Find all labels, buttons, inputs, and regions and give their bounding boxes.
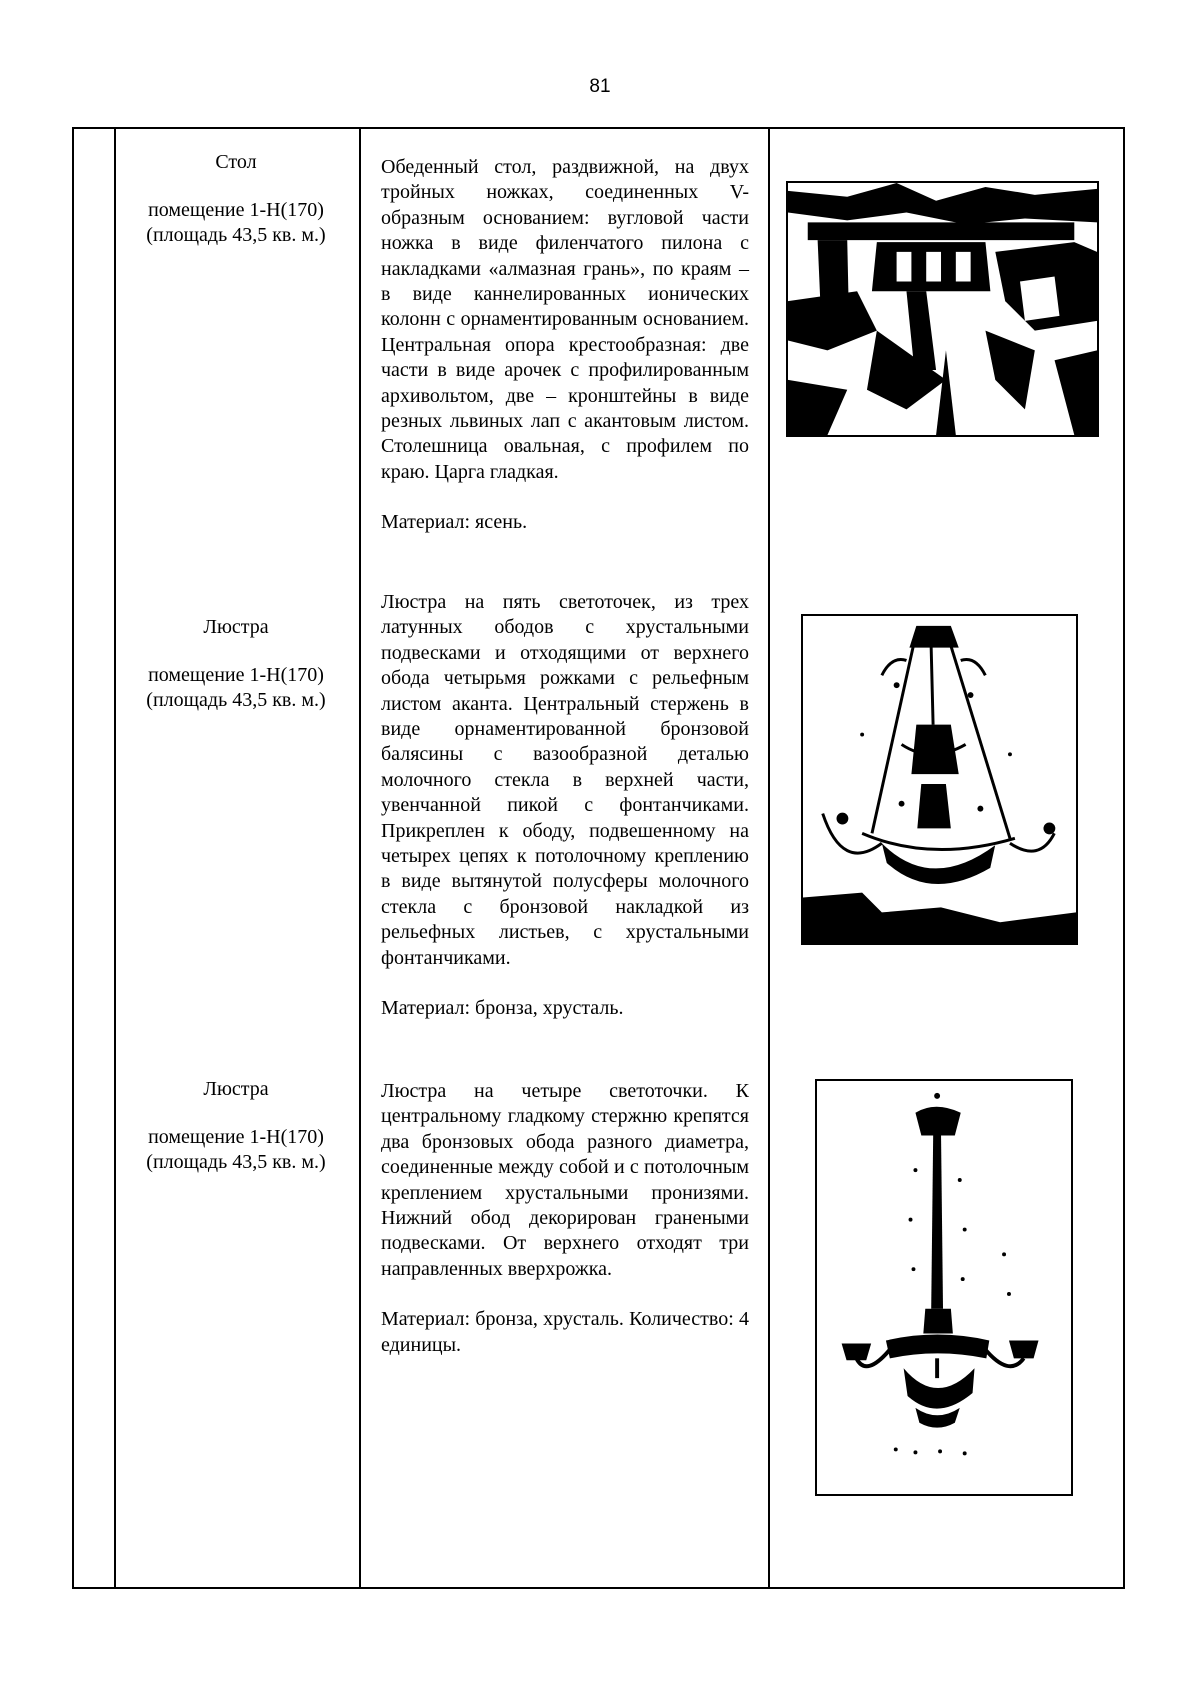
- item-description-cell: [381, 590, 749, 1022]
- item-room: помещение 1-Н(170): [148, 664, 324, 686]
- item-description: Люстра на четыре светоточки. К центральному гладкому стержню крепятся два бронзовых обода разного диаметра, соединенные между собой и с потолочным креплением хрустальными пронизями. Нижний обод декорирован гранеными подвесками. От верхнего отходят три направленных вверхрожка.: [381, 1080, 749, 1280]
- column-divider: [359, 127, 361, 1589]
- page-number: 81: [589, 76, 611, 97]
- item-description: Обеденный стол, раздвижной, на двух тройных ножках, соединенных V-образным основанием: вугловой части ножка в виде филенчатого пилона с накладками «алмазная грань», по краям – в виде каннелированных ионических колонн с орнаментированным основанием. Центральная опора крестообразная: две части в виде арочек с профилированным архивольтом, две – кронштейны в виде резных львиных лап с акантовым листом. Столешница овальная, с профилем по краю. Царга гладкая.: [381, 156, 749, 483]
- item-description-cell: [381, 1079, 749, 1358]
- item-name: Люстра: [203, 1078, 269, 1100]
- item-description-cell: [381, 155, 749, 536]
- item-name: Люстра: [203, 616, 269, 638]
- item-room: помещение 1-Н(170): [148, 199, 324, 221]
- table-photo: [786, 181, 1099, 437]
- item-name: Стол: [215, 151, 257, 173]
- column-divider: [768, 127, 770, 1589]
- chandelier-photo: [815, 1079, 1073, 1496]
- item-material: Материал: бронза, хрусталь.: [381, 997, 624, 1020]
- item-area: (площадь 43,5 кв. м.): [146, 1151, 326, 1173]
- column-divider: [114, 127, 116, 1589]
- item-name-cell: [116, 615, 356, 713]
- item-name-cell: [116, 150, 356, 248]
- item-material: Материал: ясень.: [381, 511, 528, 534]
- item-area: (площадь 43,5 кв. м.): [146, 689, 326, 711]
- chandelier-photo: [801, 614, 1078, 945]
- item-name-cell: [116, 1077, 356, 1175]
- item-material: Материал: бронза, хрусталь. Количество: 4 единицы.: [381, 1308, 749, 1356]
- item-area: (площадь 43,5 кв. м.): [146, 224, 326, 246]
- item-description: Люстра на пять светоточек, из трех латунных ободов с хрустальными подвесками и отходящими от верхнего обода четырьмя рожками с рельефным листом аканта. Центральный стержень в виде орнаментированной бронзовой балясины с вазообразной деталью молочного стекла в верхней части, увенчанной пикой с фонтанчиками. Прикреплен к ободу, подвешенному на четырех цепях к потолочному креплению в виде вытянутой полусферы молочного стекла с бронзовой накладкой из рельефных листьев, с хрустальными фонтанчиками.: [381, 591, 749, 969]
- item-room: помещение 1-Н(170): [148, 1126, 324, 1148]
